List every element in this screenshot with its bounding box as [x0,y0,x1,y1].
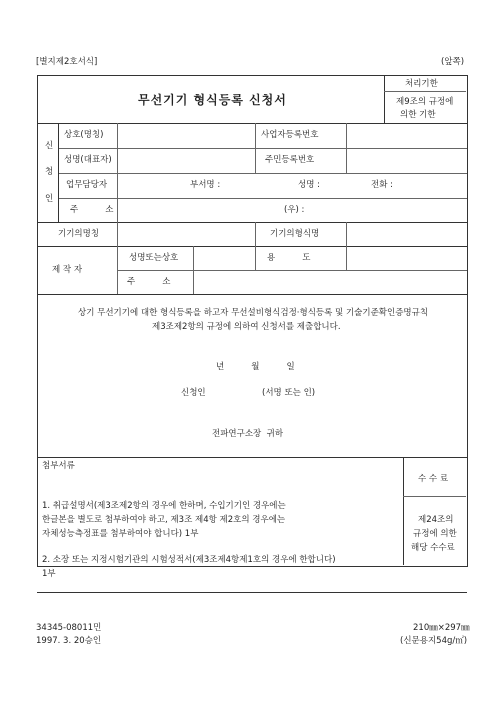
page-side: (앞쪽) [441,57,465,67]
form-number: [별지제2호서식] [36,57,98,67]
applicant-char-1: 신 [45,141,54,151]
fee-line-3: 해당 수수료 [411,543,455,553]
staff-name-label: 성명 : [298,180,320,190]
attachment-2-line-2: 1부 [42,569,56,579]
applicant-sign-label: 신청인 [181,388,206,398]
date-field: 년 월 일 [216,362,295,372]
dept-label: 부서명 : [190,180,221,190]
paper-size: 210㎜×297㎜ [413,623,470,633]
address-label: 주 소 [70,205,114,215]
company-label: 상호(명칭) [64,130,104,140]
addressee: 전파연구소장 귀하 [212,429,284,439]
processing-value-2: 의한 기한 [400,110,436,120]
maker-name-label: 성명또는상호 [129,253,179,263]
statement-line-1: 상기 무선기기에 대한 형식등록을 하고자 무선설비형식검정·형식등록 및 기술기준확인증명규칙 [78,308,429,318]
fee-label: 수 수 료 [418,474,449,484]
fee-line-2: 규정에 의한 [413,529,457,539]
use-label: 용 도 [267,253,311,263]
device-model-label: 기기의형식명 [270,229,320,239]
applicant-char-3: 인 [45,194,54,204]
statement-line-2: 제3조제2항의 규정에 의하여 신청서를 제출합니다. [152,322,341,332]
processing-value-1: 제9조의 규정에 [396,97,454,107]
processing-label: 처리기한 [405,79,438,89]
attachment-1-line-1: 1. 취급설명서(제3조제2항의 경우에 한하며, 수입기기인 경우에는 [42,501,286,511]
approval-date: 1997. 3. 20승인 [36,636,102,646]
staff-label: 업무담당자 [66,180,108,190]
attachment-1-line-2: 한글본을 별도로 첨부하여야 하고, 제3조 제4항 제2호의 경우에는 [42,515,286,525]
name-label: 성명(대표자) [64,155,112,165]
attachments-title: 첨부서류 [42,461,75,471]
form-code: 34345-08011민 [36,623,102,633]
device-name-label: 기기의명칭 [58,229,100,239]
phone-label: 전화 : [371,180,393,190]
bizno-label: 사업자등록번호 [261,130,319,140]
attachment-2-line-1: 2. 소장 또는 지정시험기관의 시험성적서(제3조제4항제1호의 경우에 한합니다) [42,555,336,565]
paper-type: (신문용지54g/㎡) [400,636,468,646]
applicant-char-2: 청 [45,167,54,177]
maker-label: 제 작 자 [52,265,83,275]
zip-label: (우) : [284,205,305,215]
fee-line-1: 제24조의 [418,515,454,525]
form-title: 무선기기 형식등록 신청서 [138,93,287,107]
attachment-1-line-3: 자체성능측정표를 첨부하여야 합니다) 1부 [42,529,199,539]
resident-label: 주민등록번호 [265,155,315,165]
sign-note: (서명 또는 인) [262,388,316,398]
maker-address-label: 주 소 [127,277,171,287]
